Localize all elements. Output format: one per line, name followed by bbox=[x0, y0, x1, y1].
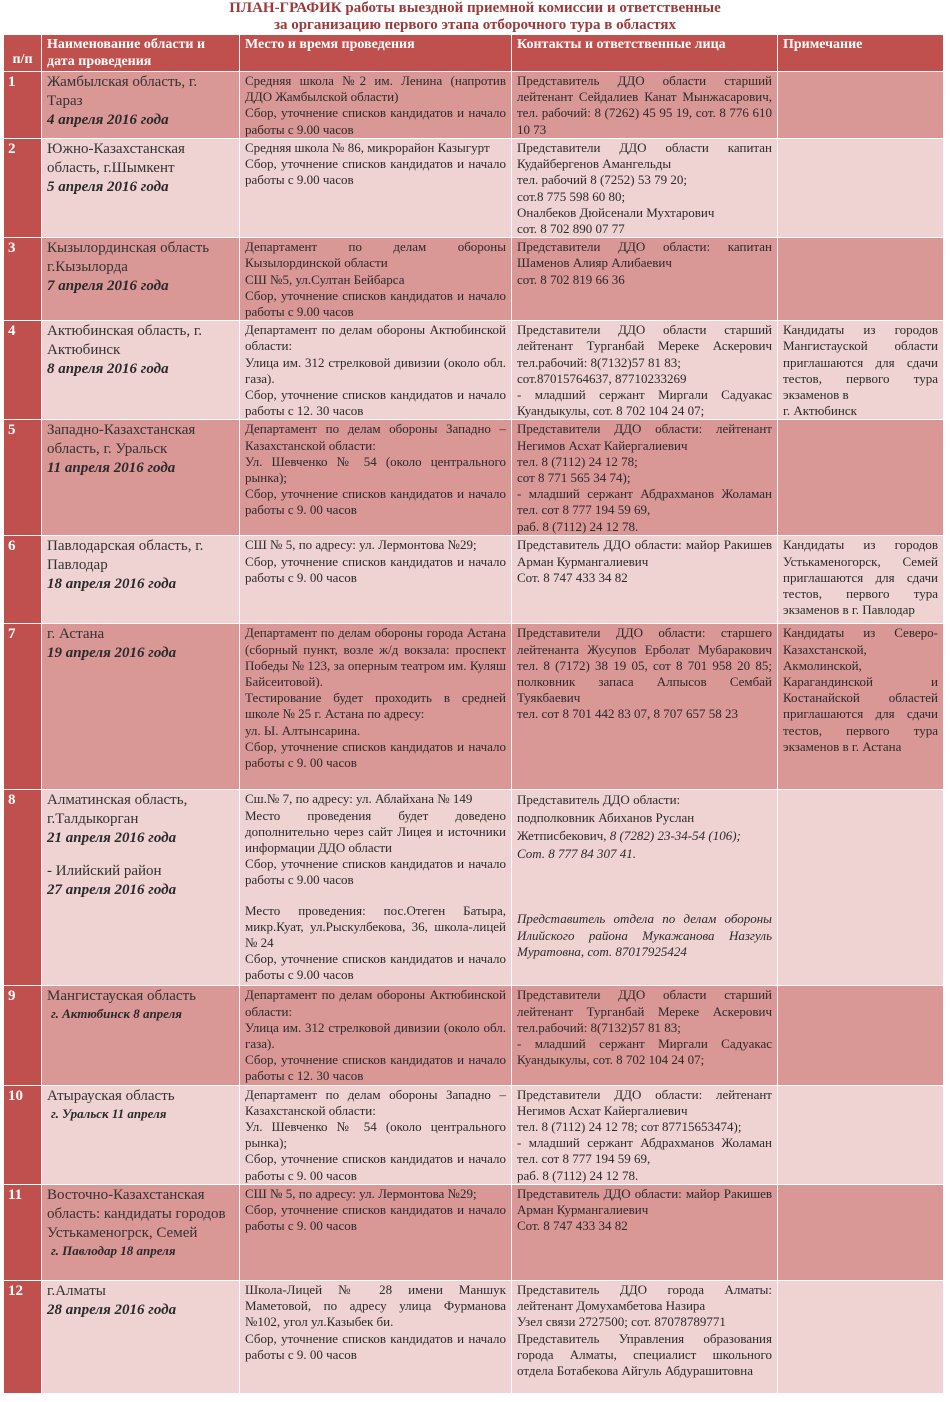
contacts-text: Представитель ДДО области: майор Ракишев Арман Курмангалиевич Сот. 8 747 433 34 82 bbox=[517, 537, 772, 585]
place-cell bbox=[240, 72, 512, 139]
contacts-text: Представитель ДДО области: подполковник Абиханов Руслан Жетписбекович, bbox=[517, 792, 695, 844]
table-row bbox=[4, 624, 944, 790]
note-cell bbox=[778, 238, 944, 321]
place-cell bbox=[240, 1280, 512, 1393]
title-line-1: ПЛАН-ГРАФИК работы выездной приемной комиссии и ответственные bbox=[229, 0, 721, 16]
header-region: Наименование области и дата проведения bbox=[42, 35, 240, 72]
event-date-2: 27 апреля 2016 года bbox=[47, 882, 177, 899]
event-date: г. Уральск 11 апреля bbox=[51, 1105, 167, 1121]
region-cell bbox=[42, 1184, 240, 1280]
note-cell bbox=[778, 1280, 944, 1393]
contacts-text: Представители ДДО области капитан Кудайбергенов Амангельды тел. рабочий 8 (7252) 53 79 20; сот.8 775 598 60 80; Оналбеков Дюйсенали Мухтарович сот. 8 702 890 07 77 bbox=[517, 140, 772, 237]
region-name: Алматинская область, г.Талдыкорган bbox=[47, 792, 188, 828]
event-date: 19 апреля 2016 года bbox=[47, 645, 177, 662]
region-cell bbox=[42, 321, 240, 420]
table-row bbox=[4, 72, 944, 139]
note-cell bbox=[778, 420, 944, 536]
region-name: Павлодарская область, г. Павлодар bbox=[47, 538, 204, 574]
row-number: 3 bbox=[4, 238, 42, 321]
contacts-cell bbox=[512, 1085, 778, 1184]
contacts-text: Представители ДДО области: капитан Шаменов Алияр Алибаевич сот. 8 702 819 66 36 bbox=[517, 239, 772, 287]
contacts-text: Представители ДДО области старший лейтенант Турганбай Мереке Аскерович тел.рабочий: 8(7132)57 81 83; сот.87015764637, 87710233269 - младший сержант Миргали Садуакас Куандыкулы, сот. 8 702 104 24 07; bbox=[517, 322, 772, 419]
row-number: 8 bbox=[4, 790, 42, 986]
place-cell bbox=[240, 1085, 512, 1184]
event-date: 8 апреля 2016 года bbox=[47, 361, 169, 378]
place-text: Сш.№ 7, по адресу: ул. Аблайхана № 149 Место проведения будет доведено дополнительно через сайт Лицея и источники информации ДДО области Сбор, уточнение списков кандидатов и начало работы с 9.00 часов bbox=[245, 791, 506, 888]
row-number: 10 bbox=[4, 1085, 42, 1184]
place-text-2: Место проведения: пос.Отеген Батыра, микр.Куат, ул.Рыскулбекова, 36, школа-лицей № 24 Сбор, уточнение списков кандидатов и начало работы с 9.00 часов bbox=[245, 902, 506, 983]
place-cell bbox=[240, 1184, 512, 1280]
place-text: Департамент по делам обороны города Астана (сборный пункт, возле ж/д вокзала: проспект Победы № 123, за оперным театром им. Куляш Байсеитовой). Тестирование будет проходить в средней школе № 25 г. Астана по адресу: ул. Ы. Алтынсарина. Сбор, уточнение списков кандидатов и начало работы с 9. 00 часов bbox=[245, 625, 506, 771]
header-place: Место и время проведения bbox=[240, 35, 512, 72]
note-text: Кандидаты из городов Устькаменогорск, Семей приглашаются для сдачи тестов, первого тура экзаменов в г. Павлодар bbox=[783, 537, 938, 618]
place-text: Департамент по делам обороны Актюбинской области: Улица им. 312 стрелковой дивизии (около обл. газа). Сбор, уточнение списков кандидатов и начало работы с 12. 30 часов bbox=[245, 322, 506, 419]
contacts-cell bbox=[512, 420, 778, 536]
note-cell bbox=[778, 1184, 944, 1280]
contacts-cell bbox=[512, 1280, 778, 1393]
schedule-table bbox=[3, 34, 944, 1394]
event-date: 21 апреля 2016 года bbox=[47, 830, 177, 847]
event-date: г. Павлодар 18 апреля bbox=[51, 1242, 176, 1258]
table-row bbox=[4, 1085, 944, 1184]
note-text: Кандидаты из городов Мангистауской области приглашаются для сдачи тестов, первого тура экзаменов в г. Актюбинск bbox=[783, 322, 938, 419]
contacts-cell bbox=[512, 790, 778, 986]
region-cell bbox=[42, 624, 240, 790]
region-cell bbox=[42, 986, 240, 1085]
place-text: Департамент по делам обороны Западно – Казахстанской области: Ул. Шевченко № 54 (около центрального рынка); Сбор, уточнение списков кандидатов и начало работы с 9. 00 часов bbox=[245, 421, 506, 518]
contacts-text: Представитель ДДО области старший лейтенант Сейдалиев Канат Мынжасарович, тел. рабочий: 8 (7262) 45 95 19, сот. 8 776 610 10 73 bbox=[517, 73, 772, 137]
place-cell bbox=[240, 321, 512, 420]
row-number: 11 bbox=[4, 1184, 42, 1280]
region-cell bbox=[42, 238, 240, 321]
table-row bbox=[4, 1184, 944, 1280]
row-number: 6 bbox=[4, 536, 42, 624]
region-name: Атырауская область bbox=[47, 1087, 175, 1104]
contacts-text: Представители ДДО области: лейтенант Негимов Асхат Кайергалиевич тел. 8 (7112) 24 12 78; сот 87715653474); - младший сержант Абдрахманов Жоламан тел. сот 8 777 194 59 69, раб. 8 (7112) 24 12 78. bbox=[517, 1086, 772, 1183]
header-note: Примечание bbox=[778, 35, 944, 72]
title-line-2: за организацию первого этапа отборочного тура в областях bbox=[273, 17, 677, 33]
row-number: 2 bbox=[4, 139, 42, 238]
header-contacts: Контакты и ответственные лица bbox=[512, 35, 778, 72]
region-name: г. Астана bbox=[47, 626, 105, 643]
place-text: Департамент по делам обороны Кызылординской области СШ №5, ул.Султан Бейбарса Сбор, уточнение списков кандидатов и начало работы с 9.00 часов bbox=[245, 239, 506, 320]
event-date: 5 апреля 2016 года bbox=[47, 179, 169, 195]
table-row bbox=[4, 536, 944, 624]
place-text: Школа-Лицей № 28 имени Маншук Маметовой, по адресу улица Фурманова №102, угол ул.Казыбек би. Сбор, уточнение списков кандидатов и начало работы с 9. 00 часов bbox=[245, 1281, 506, 1362]
place-text: Средняя школа №2 им. Ленина (напротив ДДО Жамбылской области) Сбор, уточнение списков кандидатов и начало работы с 9.00 часов bbox=[245, 73, 506, 137]
place-text: Департамент по делам обороны Западно – Казахстанской области: Ул. Шевченко № 54 (около центрального рынка); Сбор, уточнение списков кандидатов и начало работы с 9. 00 часов bbox=[245, 1086, 506, 1183]
region-name: Западно-Казахстанская область, г. Уральск bbox=[47, 422, 196, 458]
contacts-text: Представители ДДО области: старшего лейтенанта Жусупов Ерболат Мубаракович тел. 8 (7172) 38 19 05, сот 8 701 958 20 85; полковник запаса Алпысов Сембай Туякбаевич тел. сот 8 701 442 83 07, 8 707 657 58 23 bbox=[517, 625, 772, 722]
place-text: СШ № 5, по адресу: ул. Лермонтова №29; Сбор, уточнение списков кандидатов и начало работы с 9. 00 часов bbox=[245, 537, 506, 585]
contacts-cell bbox=[512, 624, 778, 790]
region-name: г.Алматы bbox=[47, 1282, 106, 1299]
note-cell bbox=[778, 624, 944, 790]
contacts-cell bbox=[512, 238, 778, 321]
place-cell bbox=[240, 536, 512, 624]
place-cell bbox=[240, 624, 512, 790]
region-name-2: - Илийский район bbox=[47, 863, 162, 880]
place-text: Средняя школа № 86, микрорайон Казыгурт Сбор, уточнение списков кандидатов и начало работы с 9.00 часов bbox=[245, 140, 506, 188]
table-row bbox=[4, 238, 944, 321]
note-cell bbox=[778, 790, 944, 986]
region-cell bbox=[42, 139, 240, 238]
note-cell bbox=[778, 321, 944, 420]
contacts-text: Представители ДДО области старший лейтенант Турганбай Мереке Аскерович тел.рабочий: 8(7132)57 81 83; - младший сержант Миргали Садуакас Куандыкулы, сот. 8 702 104 24 07; bbox=[517, 987, 772, 1068]
document-title bbox=[0, 0, 950, 34]
place-text: Департамент по делам обороны Актюбинской области: Улица им. 312 стрелковой дивизии (около обл. газа). Сбор, уточнение списков кандидатов и начало работы с 12. 30 часов bbox=[245, 987, 506, 1084]
note-cell bbox=[778, 986, 944, 1085]
contacts-text: Представители ДДО области: лейтенант Негимов Асхат Кайергалиевич тел. 8 (7112) 24 12 78; сот 8 771 565 34 74); - младший сержант Абдрахманов Жоламан тел. сот 8 777 194 59 69, раб. 8 (7112) 24 12 78. bbox=[517, 421, 772, 534]
contacts-text-2: Представитель отдела по делам обороны Илийского района Мукажанова Назгуль Муратовна, сот. 87017925424 bbox=[517, 911, 772, 959]
contacts-cell bbox=[512, 536, 778, 624]
row-number: 7 bbox=[4, 624, 42, 790]
region-name: Актюбинская область, г. Актюбинск bbox=[47, 323, 203, 359]
place-cell bbox=[240, 790, 512, 986]
table-row bbox=[4, 139, 944, 238]
table-row bbox=[4, 1280, 944, 1393]
contacts-text: Представитель ДДО области: майор Ракишев Арман Курмангалиевич Сот. 8 747 433 34 82 bbox=[517, 1185, 772, 1234]
place-cell bbox=[240, 238, 512, 321]
event-date: 4 апреля 2016 года bbox=[47, 112, 169, 128]
contacts-cell bbox=[512, 1184, 778, 1280]
event-date: 7 апреля 2016 года bbox=[47, 278, 169, 295]
region-cell bbox=[42, 790, 240, 986]
contacts-text: Представитель ДДО города Алматы: лейтенант Домухамбетова Назира Узел связи 2727500; сот. 87078789771 Представитель Управления образования города Алматы, специалист школьного отдела Ботабекова Айгуль Абдурашитовна bbox=[517, 1281, 772, 1378]
contacts-cell bbox=[512, 72, 778, 139]
place-cell bbox=[240, 420, 512, 536]
contacts-cell bbox=[512, 321, 778, 420]
table-row bbox=[4, 986, 944, 1085]
region-cell bbox=[42, 420, 240, 536]
region-name: Южно-Казахстанская область, г.Шымкент bbox=[47, 141, 185, 176]
table-row bbox=[4, 321, 944, 420]
contacts-cell bbox=[512, 139, 778, 238]
event-date: 18 апреля 2016 года bbox=[47, 576, 177, 593]
note-cell bbox=[778, 1085, 944, 1184]
contacts-phones: 8 (7282) 23-34-54 (106); Сот. 8 777 84 307 41. bbox=[517, 828, 741, 862]
row-number: 9 bbox=[4, 986, 42, 1085]
table-row bbox=[4, 790, 944, 986]
region-cell bbox=[42, 72, 240, 139]
place-cell bbox=[240, 139, 512, 238]
header-num: п/п bbox=[4, 35, 42, 72]
contacts-cell bbox=[512, 986, 778, 1085]
region-name: Кызылординская область г.Кызылорда bbox=[47, 240, 210, 276]
row-number: 4 bbox=[4, 321, 42, 420]
note-text: Кандидаты из Северо-Казахстанской, Акмолинской, Карагандинской и Костанайской областей приглашаются для сдачи тестов, первого тура экзаменов в г. Астана bbox=[783, 625, 938, 754]
region-name: Восточно-Казахстанская область: кандидаты городов Устькаменогрск, Семей bbox=[47, 1186, 226, 1241]
event-date: 11 апреля 2016 года bbox=[47, 460, 176, 477]
region-cell bbox=[42, 1085, 240, 1184]
place-cell bbox=[240, 986, 512, 1085]
region-cell bbox=[42, 1280, 240, 1393]
row-number: 5 bbox=[4, 420, 42, 536]
event-date: г. Актюбинск 8 апреля bbox=[51, 1006, 182, 1022]
event-date: 28 апреля 2016 года bbox=[47, 1301, 177, 1318]
row-number: 12 bbox=[4, 1280, 42, 1393]
region-name: Мангистауская область bbox=[47, 988, 196, 1005]
note-cell bbox=[778, 72, 944, 139]
table-row bbox=[4, 420, 944, 536]
note-cell bbox=[778, 536, 944, 624]
region-name: Жамбылская область, г. Тараз bbox=[47, 74, 198, 109]
place-text: СШ № 5, по адресу: ул. Лермонтова №29; Сбор, уточнение списков кандидатов и начало работы с 9. 00 часов bbox=[245, 1185, 506, 1234]
note-cell bbox=[778, 139, 944, 238]
row-number: 1 bbox=[4, 72, 42, 139]
region-cell bbox=[42, 536, 240, 624]
